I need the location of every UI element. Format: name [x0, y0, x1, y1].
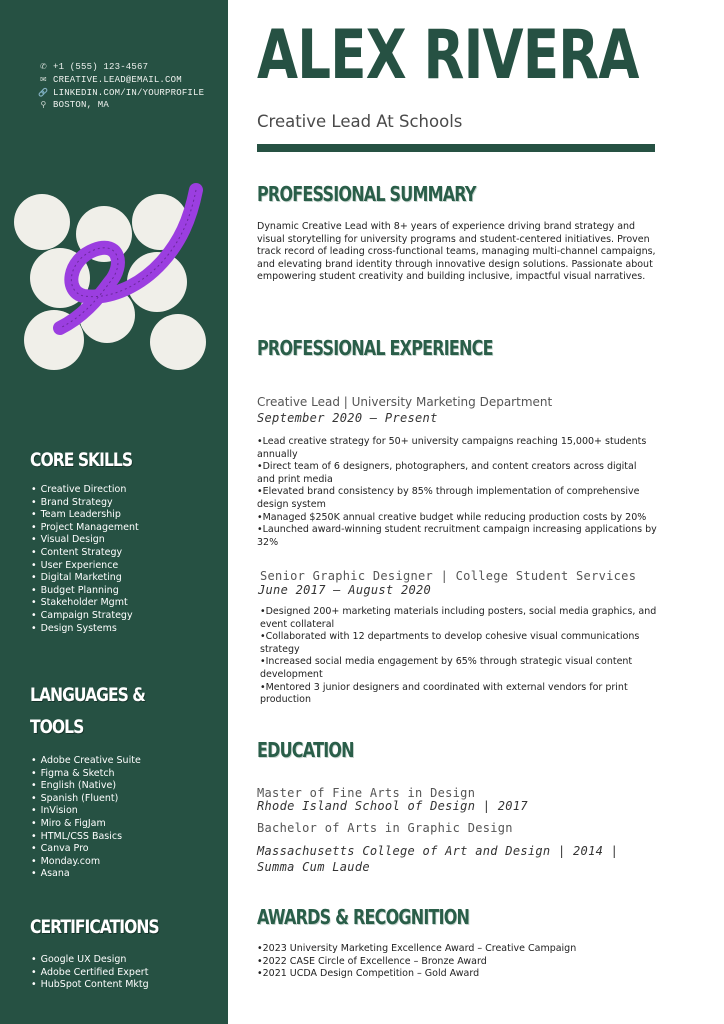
location-pin-icon: ⚲ — [40, 100, 47, 110]
certifications-list — [31, 954, 149, 992]
candidate-role: Creative Lead At Schools — [257, 112, 463, 131]
tool-item: • Spanish (Fluent) — [31, 793, 141, 806]
sidebar — [0, 0, 228, 1024]
art-circle — [150, 314, 206, 370]
skills-title: CORE SKILLS — [30, 449, 133, 471]
job-bullet: • Managed $250K annual creative budget while reducing production costs by 20% — [257, 512, 657, 525]
tool-item: • English (Native) — [31, 780, 141, 793]
job-dates: June 2017 – August 2020 — [258, 583, 432, 597]
languages-title-line2: TOOLS — [30, 716, 84, 738]
languages-list — [31, 755, 141, 881]
award-item: • 2021 UCDA Design Competition – Gold Award — [257, 968, 657, 981]
skill-item: • Visual Design — [31, 534, 139, 547]
certifications-title: CERTIFICATIONS — [30, 916, 159, 938]
job-heading: Creative Lead | University Marketing Department — [257, 395, 553, 409]
skill-item: • Digital Marketing — [31, 572, 139, 585]
awards-list — [257, 943, 657, 981]
job-bullet: • Collaborated with 12 departments to develop cohesive visual communications strategy — [260, 631, 660, 656]
main-content — [228, 0, 724, 1024]
job-heading: Senior Graphic Designer | College Student Services — [260, 569, 637, 583]
education-school: Massachusetts College of Art and Design | 2014 | Summa Cum Laude — [257, 844, 619, 874]
tool-item: • Miro & FigJam — [31, 818, 141, 831]
job-bullet: • Mentored 3 junior designers and coordinated with external vendors for print production — [260, 682, 660, 707]
art-circle — [14, 194, 70, 250]
tool-item: • Adobe Creative Suite — [31, 755, 141, 768]
job-bullet: • Designed 200+ marketing materials including posters, social media graphics, and event collateral — [260, 606, 660, 631]
experience-title: PROFESSIONAL EXPERIENCE — [257, 336, 493, 360]
job-bullet: • Lead creative strategy for 50+ university campaigns reaching 15,000+ students annually — [257, 436, 657, 461]
skill-item: • User Experience — [31, 560, 139, 573]
envelope-icon: ✉ — [40, 74, 47, 84]
education-degree: Bachelor of Arts in Graphic Design — [257, 821, 513, 835]
linkedin-text: LINKEDIN.COM/IN/YOURPROFILE — [53, 87, 205, 98]
award-item: • 2022 CASE Circle of Excellence – Bronze Award — [257, 956, 657, 969]
certification-item: • HubSpot Content Mktg — [31, 979, 149, 992]
skill-item: • Campaign Strategy — [31, 610, 139, 623]
skill-item: • Design Systems — [31, 623, 139, 636]
summary-text: Dynamic Creative Lead with 8+ years of experience driving brand strategy and visual storytelling for university programs and student-centered initiatives. Proven track record of leading cross-functional teams, managing multi-channel campaigns, and elevating brand identity through innovative design solutions. Passionate about empowering student creativity and building inclusive, impactful visual narratives. — [257, 221, 656, 283]
tool-item: • InVision — [31, 805, 141, 818]
job-bullets — [260, 606, 660, 707]
skill-item: • Budget Planning — [31, 585, 139, 598]
email-text: CREATIVE.LEAD@EMAIL.COM — [53, 74, 182, 85]
summary-title: PROFESSIONAL SUMMARY — [257, 182, 476, 206]
skills-list — [31, 484, 139, 635]
education-school: Rhode Island School of Design | 2017 — [257, 799, 528, 813]
skill-item: • Stakeholder Mgmt — [31, 597, 139, 610]
phone-icon: ✆ — [40, 62, 47, 71]
job-bullet: • Launched award-winning student recruitment campaign increasing applications by 32% — [257, 524, 657, 549]
candidate-name: ALEX RIVERA — [257, 16, 639, 95]
job-bullet: • Direct team of 6 designers, photographers, and content creators across digital and print media — [257, 461, 657, 486]
contact-location — [38, 99, 204, 112]
skill-item: • Team Leadership — [31, 509, 139, 522]
job-bullet: • Increased social media engagement by 65% through strategic visual content development — [260, 656, 660, 681]
skill-item: • Creative Direction — [31, 484, 139, 497]
link-icon: 🔗 — [38, 87, 49, 97]
tool-item: • Monday.com — [31, 856, 141, 869]
languages-title-line1: LANGUAGES & — [30, 684, 145, 706]
job-bullets — [257, 436, 657, 549]
education-title: EDUCATION — [257, 738, 354, 762]
phone-text: +1 (555) 123-4567 — [53, 62, 149, 72]
certification-item: • Adobe Certified Expert — [31, 967, 149, 980]
location-text: BOSTON, MA — [53, 100, 110, 111]
awards-title: AWARDS & RECOGNITION — [257, 905, 470, 929]
education-degree: Master of Fine Arts in Design — [257, 786, 476, 800]
contact-linkedin — [38, 87, 204, 100]
certification-item: • Google UX Design — [31, 954, 149, 967]
skill-item: • Content Strategy — [31, 547, 139, 560]
header-divider — [257, 144, 655, 152]
contact-phone — [38, 61, 204, 74]
tool-item: • Canva Pro — [31, 843, 141, 856]
job-bullet: • Elevated brand consistency by 85% through implementation of comprehensive design system — [257, 486, 657, 511]
tool-item: • Asana — [31, 868, 141, 881]
contact-email — [38, 74, 204, 87]
tool-item: • HTML/CSS Basics — [31, 831, 141, 844]
decorative-art — [12, 182, 212, 372]
skill-item: • Brand Strategy — [31, 497, 139, 510]
skill-item: • Project Management — [31, 522, 139, 535]
tool-item: • Figma & Sketch — [31, 768, 141, 781]
award-item: • 2023 University Marketing Excellence Award – Creative Campaign — [257, 943, 657, 956]
contact-block — [38, 61, 204, 112]
job-dates: September 2020 – Present — [257, 411, 438, 425]
